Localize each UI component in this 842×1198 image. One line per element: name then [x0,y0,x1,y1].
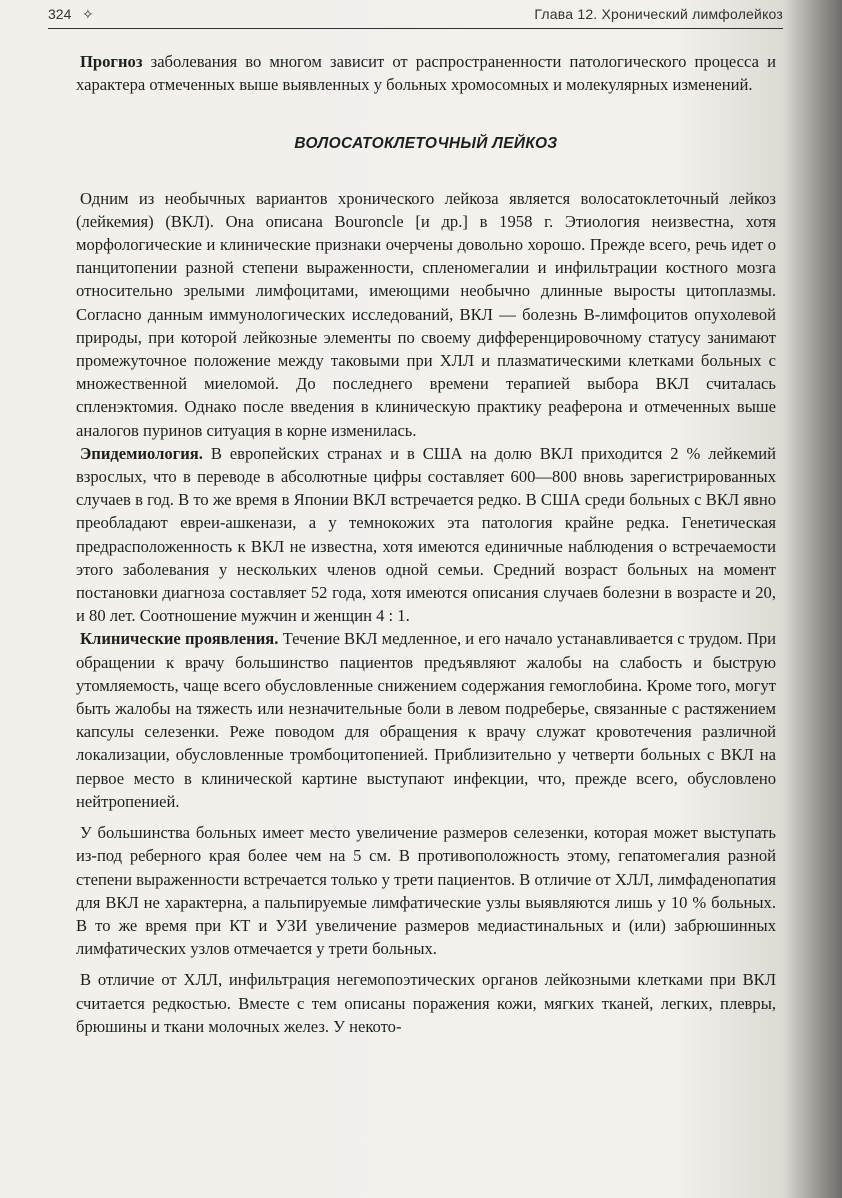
paragraph-epidemiology [76,442,776,628]
page-body [76,50,776,1038]
lead-epidemiology: Эпидемиология. [80,443,203,463]
running-title: Глава 12. Хронический лимфолейкоз [534,6,783,22]
ornament-icon: ✧ [82,6,94,22]
paragraph-prognosis [76,50,776,96]
paragraph-clinical [76,627,776,813]
page-header [48,6,783,28]
lead-prognosis: Прогноз [80,52,143,71]
epidemiology-text: В европейских странах и в США на долю ВКЛ приходится 2 % лейкемий взрослых, что в переводе в абсолютные цифры составляет 600—800 вновь зарегистрированных случаев в год. В то же время в Японии ВКЛ встречается редко. В США среди больных с ВКЛ явно преобладают евреи-ашкенази, а у темнокожих эта патология крайне редка. Генетическая предрасположенность к ВКЛ не известна, хотя имеются единичные наблюдения о встречаемости этого заболевания у нескольких членов одной семьи. Средний возраст больных на момент постановки диагноза составляет 52 года, хотя имеются описания случаев болезни в возрасте и 20, и 80 лет. Соотношение мужчин и женщин 4 : 1. [76,443,776,626]
header-rule [48,28,783,29]
prognosis-text: заболевания во многом зависит от распространенности патологического процесса и характера отмеченных выше выявленных у больных хромосомных и молекулярных изменений. [76,52,776,95]
paragraph-spleen: У большинства больных имеет место увеличение размеров селезенки, которая может выступать из-под реберного края более чем на 5 см. В противоположность этому, гепатомегалия разной степени выраженности встречается только у трети пациентов. В отличие от ХЛЛ, лимфаденопатия для ВКЛ не характерна, а пальпируемые лимфатические узлы выявляются лишь у 10 % больных. В то же время при КТ и УЗИ увеличение размеров медиастинальных и (или) забрюшинных лимфатических узлов отмечается у трети больных. [76,823,776,959]
clinical-text: Течение ВКЛ медленное, и его начало устанавливается с трудом. При обращении к врачу большинство пациентов предъявляют жалобы на слабость и быструю утомляемость, чаще всего обусловленные снижением содержания гемоглобина. Кроме того, могут быть жалобы на тяжесть или незначительные боли в левом подреберье, связанные с растяжением капсулы селезенки. Реже поводом для обращения к врачу служат кровотечения различной локализации, обусловленные тромбоцитопенией. Приблизительно у четверти больных с ВКЛ на первое место в клинической картине выступают инфекции, что, прежде всего, обусловлено нейтропенией. [76,629,776,811]
paragraph-infiltration: В отличие от ХЛЛ, инфильтрация негемопоэтических органов лейкозными клетками при ВКЛ считается редкостью. Вместе с тем описаны поражения кожи, мягких тканей, легких, плевры, брюшины и ткани молочных желез. У некото- [76,970,776,1036]
section-title: ВОЛОСАТОКЛЕТОЧНЫЙ ЛЕЙКОЗ [294,135,558,153]
page-number: 324 [48,6,72,22]
paragraph-intro: Одним из необычных вариантов хронического лейкоза является волосатоклеточный лейкоз (лейкемия) (ВКЛ). Она описана Bouroncle [и др.] в 1958 г. Этиология неизвестна, хотя морфологические и клинические признаки очерчены довольно хорошо. Прежде всего, речь идет о панцитопении разной степени выраженности, спленомегалии и инфильтрации костного мозга относительно зрелыми лимфоцитами, имеющими необычно длинные выросты цитоплазмы. Согласно данным иммунологических исследований, ВКЛ — болезнь В-лимфоцитов опухолевой природы, при которой лейкозные элементы по своему дифференцировочному статусу занимают промежуточное положение между таковыми при ХЛЛ и плазматическими клетками больных с множественной миеломой. До последнего времени терапией выбора ВКЛ считалась спленэктомия. Однако после введения в клиническую практику реаферона и отмеченных выше аналогов пуринов ситуация в корне изменилась. [76,188,776,440]
lead-clinical: Клинические проявления. [80,629,279,649]
